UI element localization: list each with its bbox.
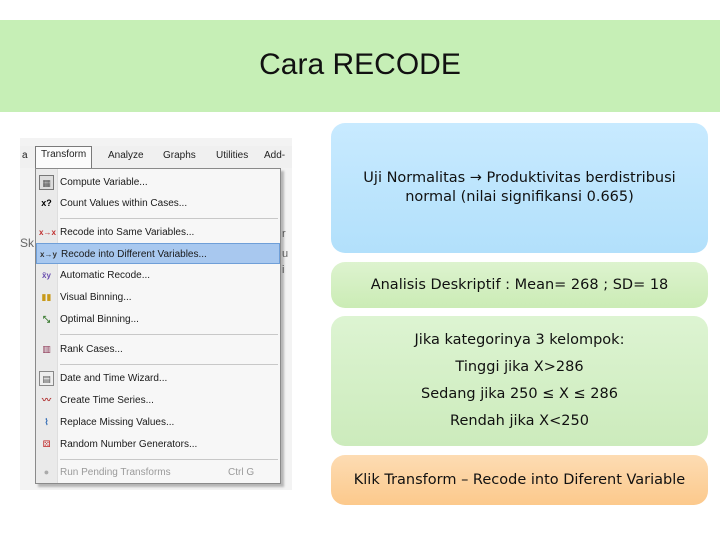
dice-icon: ⚄ bbox=[42, 439, 51, 449]
background-text: u bbox=[282, 248, 289, 260]
instruction-text: Klik Transform – Recode into Diferent Variable bbox=[353, 472, 686, 488]
menu-compute-variable[interactable]: ▦ Compute Variable... bbox=[36, 172, 280, 193]
menu-run-pending[interactable]: ● Run Pending Transforms Ctrl G bbox=[36, 462, 280, 483]
background-text: r bbox=[282, 228, 286, 240]
calendar-icon: ▤ bbox=[39, 371, 54, 386]
background-text: Sk bbox=[20, 236, 35, 250]
menu-graphs[interactable]: Graphs bbox=[163, 150, 196, 161]
run-pending-icon: ● bbox=[43, 467, 50, 477]
menu-recode-same[interactable]: x→x Recode into Same Variables... bbox=[39, 227, 195, 238]
descriptive-box bbox=[331, 262, 708, 308]
recode-different-icon: x→y bbox=[40, 250, 57, 259]
menu-optimal-binning[interactable]: ⤡ Optimal Binning... bbox=[36, 309, 280, 330]
count-icon: x? bbox=[41, 198, 52, 208]
menu-date-time-wizard[interactable]: ▤ Date and Time Wizard... bbox=[36, 368, 280, 389]
automatic-recode-icon: x̄y bbox=[42, 271, 51, 280]
menu-utilities[interactable]: Utilities bbox=[216, 150, 249, 161]
replace-missing-icon: ⌇ bbox=[44, 417, 49, 427]
instruction-box bbox=[331, 455, 708, 505]
menu-transform[interactable]: Transform bbox=[35, 146, 92, 168]
menu-random-number[interactable]: ⚄ Random Number Generators... bbox=[36, 434, 280, 455]
shortcut-label: Ctrl G bbox=[228, 467, 255, 478]
menu-count-values[interactable]: x? Count Values within Cases... bbox=[36, 193, 280, 214]
category-heading: Jika kategorinya 3 kelompok: bbox=[414, 332, 625, 349]
slide-title: Cara RECODE bbox=[259, 48, 461, 81]
menu-visual-binning[interactable]: ▮▮ Visual Binning... bbox=[36, 287, 280, 308]
time-series-icon: 〰 bbox=[41, 395, 51, 405]
calculator-icon: ▦ bbox=[39, 175, 54, 190]
menu-rank-cases[interactable]: ▥ Rank Cases... bbox=[36, 339, 280, 360]
category-box bbox=[331, 316, 708, 446]
menu-separator bbox=[60, 218, 278, 219]
menu-recode-different[interactable]: x→y Recode into Different Variables... bbox=[36, 243, 280, 264]
menu-separator bbox=[60, 334, 278, 335]
recode-same-icon: x→x bbox=[39, 228, 56, 237]
normality-text: Uji Normalitas → Produktivitas berdistribusi normal (nilai signifikansi 0.665) bbox=[363, 170, 676, 205]
category-low: Rendah jika X<250 bbox=[450, 412, 589, 429]
category-high: Tinggi jika X>286 bbox=[455, 359, 584, 376]
menu-create-time-series[interactable]: 〰 Create Time Series... bbox=[36, 390, 280, 411]
category-medium: Sedang jika 250 ≤ X ≤ 286 bbox=[421, 386, 618, 402]
menu-separator bbox=[60, 364, 278, 365]
rank-cases-icon: ▥ bbox=[42, 344, 51, 354]
menu-addons[interactable]: Add- bbox=[264, 150, 286, 161]
menu-replace-missing[interactable]: ⌇ Replace Missing Values... bbox=[36, 412, 280, 433]
spss-screenshot bbox=[20, 138, 292, 490]
menu-analyze[interactable]: Analyze bbox=[108, 150, 144, 161]
menu-bar bbox=[20, 146, 292, 168]
transform-dropdown-menu bbox=[35, 168, 281, 484]
optimal-binning-icon: ⤡ bbox=[42, 314, 51, 324]
menu-automatic-recode[interactable]: x̄y Automatic Recode... bbox=[36, 265, 280, 286]
descriptive-text: Analisis Deskriptif : Mean= 268 ; SD= 18 bbox=[370, 277, 669, 293]
normality-box bbox=[331, 123, 708, 253]
menu-separator bbox=[60, 459, 278, 460]
background-text: i bbox=[282, 264, 285, 276]
menu-item-partial[interactable]: a bbox=[22, 150, 28, 161]
visual-binning-icon: ▮▮ bbox=[41, 292, 52, 302]
